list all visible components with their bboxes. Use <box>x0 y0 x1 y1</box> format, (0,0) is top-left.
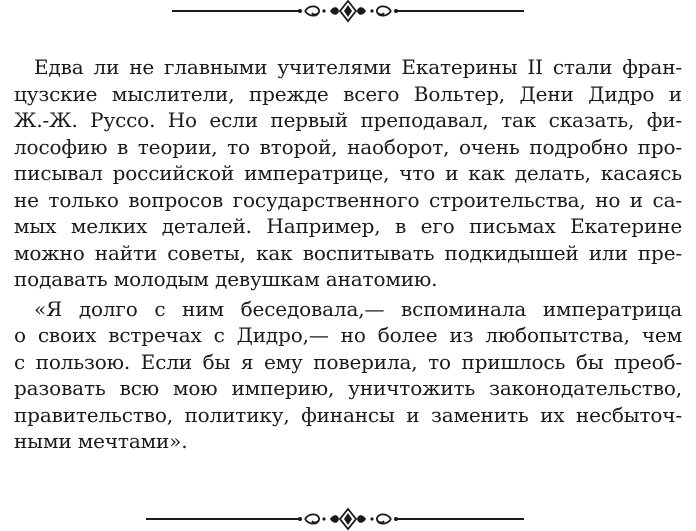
paragraph-2 <box>14 296 682 455</box>
text-line: правительство, политику, финансы и заменить их несбыточ- <box>14 402 682 427</box>
text-line: лософию в теории, то второй, наоборот, очень подробно про- <box>14 134 682 159</box>
text-line: Ж.-Ж. Руссо. Но если первый преподавал, так сказать, фи- <box>14 108 682 132</box>
bottom-ornament-divider <box>0 507 696 531</box>
text-line: о своих встречах с Дидро,— но более из любопытства, чем <box>14 323 682 347</box>
top-ornament-divider <box>0 0 696 24</box>
text-line: цузские мыслители, прежде всего Вольтер, Дени Дидро и <box>14 81 682 106</box>
flourish-icon <box>0 507 696 531</box>
text-line: подавать молодым девушкам анатомию. <box>14 267 438 291</box>
text-line: мых мелких деталей. Например, в его письмах Екатерине <box>14 214 682 238</box>
flourish-icon <box>0 0 696 24</box>
document-body <box>14 54 682 455</box>
text-line: разовать всю мою империю, уничтожить законодательство, <box>14 376 682 400</box>
text-line: писывал российской императрице, что и как делать, касаясь <box>14 161 682 185</box>
text-line: ными мечтами». <box>14 429 188 453</box>
text-line: с пользою. Если бы я ему поверила, то пришлось бы преоб- <box>14 349 682 374</box>
text-line: не только вопросов государственного строительства, но и са- <box>14 187 682 212</box>
text-line: можно найти советы, как воспитывать подкидышей или пре- <box>14 240 682 265</box>
text-line: Едва ли не главными учителями Екатерины II стали фран- <box>34 55 682 79</box>
paragraph-1 <box>14 54 682 293</box>
text-line: «Я долго с ним беседовала,— вспоминала императрица <box>34 296 682 321</box>
